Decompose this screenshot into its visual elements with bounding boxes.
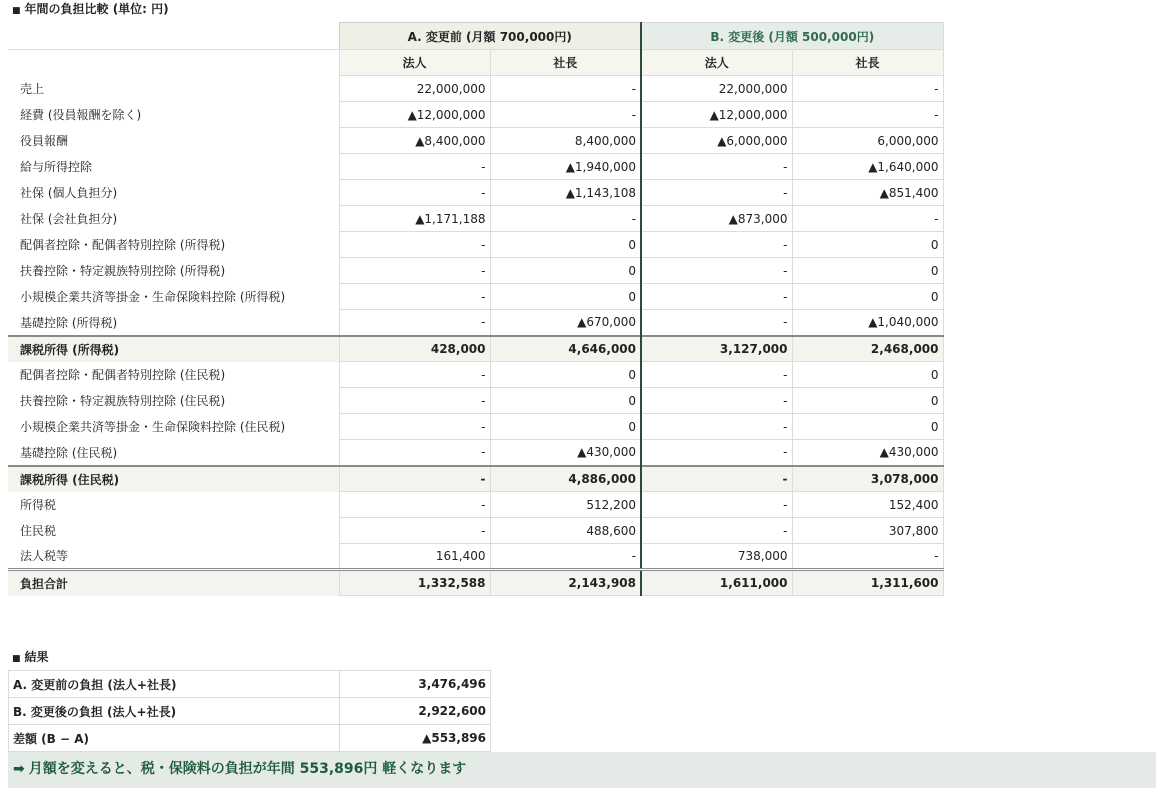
table-row (8, 258, 943, 284)
row-value: 3,078,000 (792, 466, 943, 492)
row-value: - (339, 388, 490, 414)
row-label: 住民税 (20, 524, 57, 538)
table-row (8, 232, 943, 258)
row-value: ▲1,940,000 (490, 154, 641, 180)
row-label: 小規模企業共済等掛金・生命保険料控除 (所得税) (20, 290, 286, 304)
table-row (8, 414, 943, 440)
row-label: 配偶者控除・配偶者特別控除 (所得税) (20, 238, 226, 252)
row-value: ▲430,000 (490, 440, 641, 466)
row-label: 課税所得 (所得税) (8, 336, 339, 362)
row-value: 0 (792, 362, 943, 388)
row-value: - (792, 206, 943, 232)
table-row (8, 284, 943, 310)
row-value: 2,143,908 (490, 570, 641, 596)
row-value: 1,311,600 (792, 570, 943, 596)
row-label: 給与所得控除 (20, 160, 93, 174)
result-row (9, 671, 491, 698)
row-value: - (641, 518, 792, 544)
row-value: 2,468,000 (792, 336, 943, 362)
row-value: - (339, 310, 490, 336)
row-value: - (339, 180, 490, 206)
row-value: - (792, 102, 943, 128)
row-value: - (792, 76, 943, 102)
row-value: - (339, 518, 490, 544)
row-value: 8,400,000 (490, 128, 641, 154)
row-value: - (339, 440, 490, 466)
row-value: ▲12,000,000 (641, 102, 792, 128)
table-row (8, 388, 943, 414)
row-value: 428,000 (339, 336, 490, 362)
group-header-a: A. 変更前 (月額 700,000円) (339, 23, 641, 50)
table-row (8, 206, 943, 232)
table-row (8, 518, 943, 544)
row-value: 0 (792, 232, 943, 258)
row-value: 0 (792, 258, 943, 284)
row-value: 0 (792, 388, 943, 414)
row-value: ▲873,000 (641, 206, 792, 232)
row-label: 負担合計 (8, 570, 339, 596)
row-label: 扶養控除・特定親族特別控除 (所得税) (20, 264, 226, 278)
row-value: ▲1,640,000 (792, 154, 943, 180)
row-value: 22,000,000 (641, 76, 792, 102)
row-label: 法人税等 (20, 549, 69, 564)
row-value: - (490, 102, 641, 128)
result-value: 2,922,600 (340, 698, 491, 725)
result-row (9, 698, 491, 725)
row-value: 6,000,000 (792, 128, 943, 154)
row-value: - (339, 258, 490, 284)
row-value: 0 (490, 414, 641, 440)
result-label: B. 変更後の負担 (法人+社長) (9, 698, 340, 725)
table-row (8, 336, 943, 362)
row-value: 1,332,588 (339, 570, 490, 596)
row-value: - (490, 76, 641, 102)
table-row (8, 362, 943, 388)
row-value: - (641, 180, 792, 206)
row-value: 488,600 (490, 518, 641, 544)
result-title: ■ 結果 (12, 650, 49, 664)
row-label: 配偶者控除・配偶者特別控除 (住民税) (20, 368, 226, 382)
comparison-title: ■ 年間の負担比較 (単位: 円) (12, 2, 169, 16)
row-value: - (641, 258, 792, 284)
row-value: 22,000,000 (339, 76, 490, 102)
table-row (8, 154, 943, 180)
result-label: A. 変更前の負担 (法人+社長) (9, 671, 340, 698)
group-header-b: B. 変更後 (月額 500,000円) (641, 23, 943, 50)
row-value: 0 (490, 284, 641, 310)
row-value: - (490, 544, 641, 570)
row-value: - (339, 284, 490, 310)
row-value: ▲851,400 (792, 180, 943, 206)
subheader-b-president: 社長 (792, 50, 943, 76)
square-bullet-icon: ■ (12, 654, 21, 664)
row-value: 0 (490, 258, 641, 284)
row-value: - (339, 492, 490, 518)
row-value: - (641, 154, 792, 180)
table-row (8, 544, 943, 570)
row-value: 161,400 (339, 544, 490, 570)
row-value: ▲1,143,108 (490, 180, 641, 206)
comparison-body (8, 76, 943, 596)
row-value: - (641, 440, 792, 466)
row-label: 役員報酬 (20, 134, 69, 148)
table-row (8, 440, 943, 466)
table-row (8, 128, 943, 154)
row-value: 512,200 (490, 492, 641, 518)
conclusion-banner (8, 752, 1156, 788)
row-label: 基礎控除 (住民税) (20, 445, 118, 460)
row-label: 社保 (個人負担分) (20, 186, 118, 200)
row-value: 1,611,000 (641, 570, 792, 596)
subheader-b-corp: 法人 (641, 50, 792, 76)
row-value: 0 (490, 388, 641, 414)
row-value: ▲6,000,000 (641, 128, 792, 154)
row-value: - (792, 544, 943, 570)
row-label: 経費 (役員報酬を除く) (20, 108, 142, 122)
row-label: 所得税 (20, 498, 57, 512)
row-label: 売上 (20, 82, 45, 96)
row-value: - (641, 232, 792, 258)
row-value: ▲670,000 (490, 310, 641, 336)
sub-header-row (8, 50, 943, 76)
subheader-a-corp: 法人 (339, 50, 490, 76)
table-row (8, 310, 943, 336)
row-value: 3,127,000 (641, 336, 792, 362)
row-value: 4,886,000 (490, 466, 641, 492)
row-value: 152,400 (792, 492, 943, 518)
row-label: 基礎控除 (所得税) (20, 315, 118, 330)
row-value: 307,800 (792, 518, 943, 544)
row-value: - (339, 466, 490, 492)
table-row (8, 466, 943, 492)
row-value: 0 (490, 232, 641, 258)
row-value: - (641, 414, 792, 440)
row-value: - (339, 362, 490, 388)
row-label: 小規模企業共済等掛金・生命保険料控除 (住民税) (20, 420, 286, 434)
table-row (8, 76, 943, 102)
row-label: 社保 (会社負担分) (20, 212, 118, 226)
arrow-right-icon: ➡ (13, 761, 25, 777)
result-value: 3,476,496 (340, 671, 491, 698)
row-value: ▲12,000,000 (339, 102, 490, 128)
result-label: 差額 (B − A) (9, 725, 340, 752)
row-value: 0 (792, 284, 943, 310)
conclusion-text: 月額を変えると、税・保険料の負担が年間 553,896円 軽くなります (28, 761, 467, 777)
table-row (8, 102, 943, 128)
table-row (8, 180, 943, 206)
row-value: 0 (792, 414, 943, 440)
row-value: - (641, 310, 792, 336)
row-value: - (641, 284, 792, 310)
row-value: - (339, 154, 490, 180)
result-table (8, 670, 491, 752)
result-row (9, 725, 491, 752)
row-value: 0 (490, 362, 641, 388)
row-label: 扶養控除・特定親族特別控除 (住民税) (20, 394, 226, 408)
row-value: - (641, 388, 792, 414)
result-value: ▲553,896 (340, 725, 491, 752)
row-value: 738,000 (641, 544, 792, 570)
row-value: - (339, 232, 490, 258)
row-label: 課税所得 (住民税) (8, 466, 339, 492)
row-value: ▲8,400,000 (339, 128, 490, 154)
row-value: ▲1,171,188 (339, 206, 490, 232)
square-bullet-icon: ■ (12, 6, 21, 16)
row-value: - (641, 492, 792, 518)
table-row (8, 492, 943, 518)
row-value: ▲430,000 (792, 440, 943, 466)
row-value: - (339, 414, 490, 440)
group-header-row (8, 23, 943, 50)
row-value: - (641, 466, 792, 492)
table-row (8, 570, 943, 596)
comparison-table (8, 22, 944, 596)
row-value: ▲1,040,000 (792, 310, 943, 336)
row-value: 4,646,000 (490, 336, 641, 362)
row-value: - (490, 206, 641, 232)
row-value: - (641, 362, 792, 388)
subheader-a-president: 社長 (490, 50, 641, 76)
